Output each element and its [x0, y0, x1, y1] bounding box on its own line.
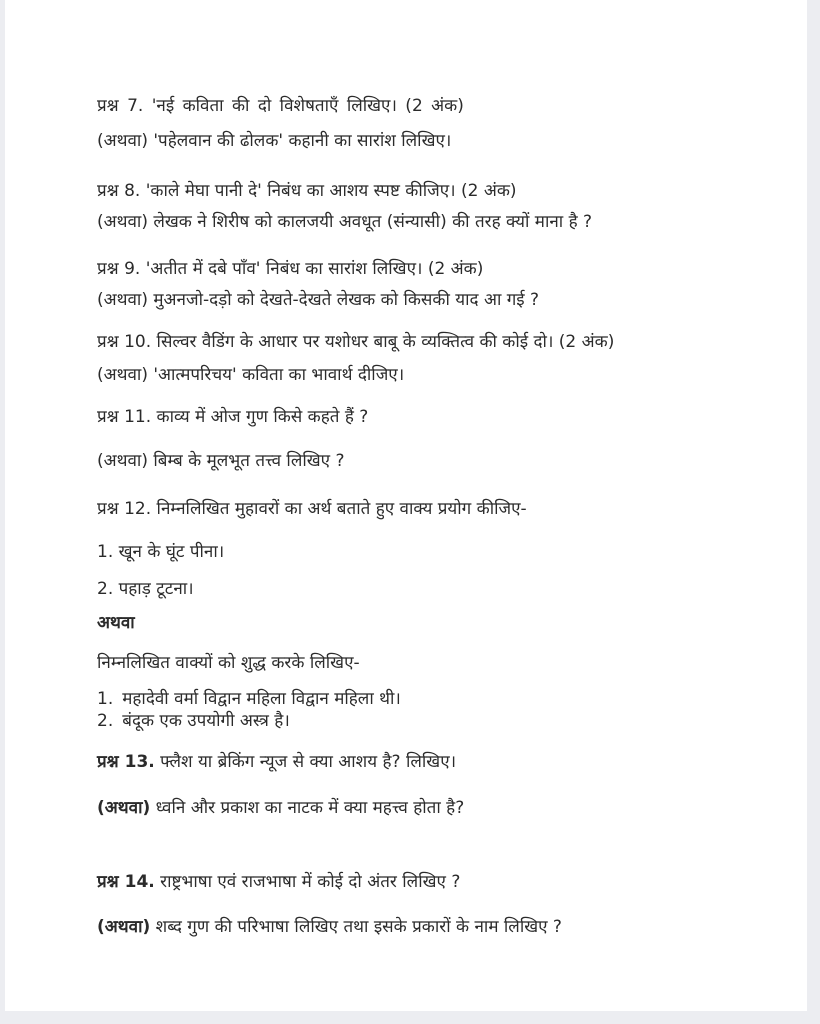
question-13-alt-prefix: (अथवा) — [97, 798, 151, 818]
question-13-text: फ्लैश या ब्रेकिंग न्यूज से क्या आशय है? लिखिए। — [154, 752, 457, 772]
question-13-alt-text: ध्वनि और प्रकाश का नाटक में क्या महत्त्व होता है? — [150, 798, 465, 818]
correction-item-1-number: 1. — [97, 689, 114, 709]
question-14-line — [97, 871, 757, 893]
question-10-alt-text: (अथवा) 'आत्मपरिचय' कविता का भावार्थ दीजिए। — [97, 365, 405, 385]
or-heading-text: अथवा — [97, 613, 135, 633]
question-13-line — [97, 751, 757, 773]
question-7-alt-text: (अथवा) 'पहेलवान की ढोलक' कहानी का सारांश लिखिए। — [97, 131, 452, 151]
question-8-line — [97, 180, 757, 202]
question-14-alt-prefix: (अथवा) — [97, 917, 151, 937]
question-14-text: राष्ट्रभाषा एवं राजभाषा में कोई दो अंतर लिखिए ? — [154, 872, 461, 892]
question-10-line — [97, 331, 757, 353]
idiom-item-2-text: 2. पहाड़ टूटना। — [97, 579, 194, 599]
question-14-prefix: प्रश्न 14. — [97, 872, 155, 892]
or-heading — [97, 612, 757, 634]
correction-intro-line — [97, 652, 757, 674]
question-14-alt-line — [97, 916, 757, 938]
question-13-alt-line — [97, 797, 757, 819]
question-7-alt-line — [97, 130, 757, 152]
question-12-text: प्रश्न 12. निम्नलिखित मुहावरों का अर्थ बताते हुए वाक्य प्रयोग कीजिए- — [97, 499, 527, 519]
question-9-text: प्रश्न 9. 'अतीत में दबे पाँव' निबंध का सारांश लिखिए। (2 अंक) — [97, 259, 484, 279]
question-7-text: प्रश्न 7. 'नई कविता की दो विशेषताएँ लिखिए। (2 अंक) — [97, 96, 464, 116]
idiom-item-1 — [97, 541, 757, 563]
correction-item-1-text: महादेवी वर्मा विद्वान महिला विद्वान महिला थी। — [122, 689, 401, 709]
idiom-item-1-text: 1. खून के घूंट पीना। — [97, 542, 225, 562]
question-9-alt-line — [97, 289, 757, 311]
question-9-alt-text: (अथवा) मुअनजो-दड़ो को देखते-देखते लेखक को किसकी याद आ गई ? — [97, 290, 540, 310]
correction-item-1 — [97, 688, 757, 710]
question-8-alt-text: (अथवा) लेखक ने शिरीष को कालजयी अवधूत (संन्यासी) की तरह क्यों माना है ? — [97, 212, 593, 232]
question-14-alt-text: शब्द गुण की परिभाषा लिखिए तथा इसके प्रकारों के नाम लिखिए ? — [150, 917, 562, 937]
correction-item-2-text: बंदूक एक उपयोगी अस्त्र है। — [122, 711, 290, 731]
exam-question-list — [5, 0, 807, 938]
question-11-text: प्रश्न 11. काव्य में ओज गुण किसे कहते हैं ? — [97, 407, 369, 427]
document-page — [5, 0, 807, 1011]
question-7-line — [97, 95, 757, 117]
correction-intro-text: निम्नलिखित वाक्यों को शुद्ध करके लिखिए- — [97, 653, 360, 673]
question-8-text: प्रश्न 8. 'काले मेघा पानी दे' निबंध का आशय स्पष्ट कीजिए। (2 अंक) — [97, 181, 517, 201]
question-11-line — [97, 406, 757, 428]
correction-item-2-number: 2. — [97, 711, 114, 731]
question-9-line — [97, 258, 757, 280]
question-13-prefix: प्रश्न 13. — [97, 752, 155, 772]
question-10-alt-line — [97, 364, 757, 386]
question-11-alt-text: (अथवा) बिम्ब के मूलभूत तत्त्व लिखिए ? — [97, 451, 345, 471]
question-10-text: प्रश्न 10. सिल्वर वैडिंग के आधार पर यशोधर बाबू के व्यक्तित्व की कोई दो। (2 अंक) — [97, 332, 615, 352]
question-12-line — [97, 498, 757, 520]
question-11-alt-line — [97, 450, 757, 472]
question-8-alt-line — [97, 211, 757, 233]
idiom-item-2 — [97, 578, 757, 600]
correction-item-2 — [97, 710, 757, 732]
